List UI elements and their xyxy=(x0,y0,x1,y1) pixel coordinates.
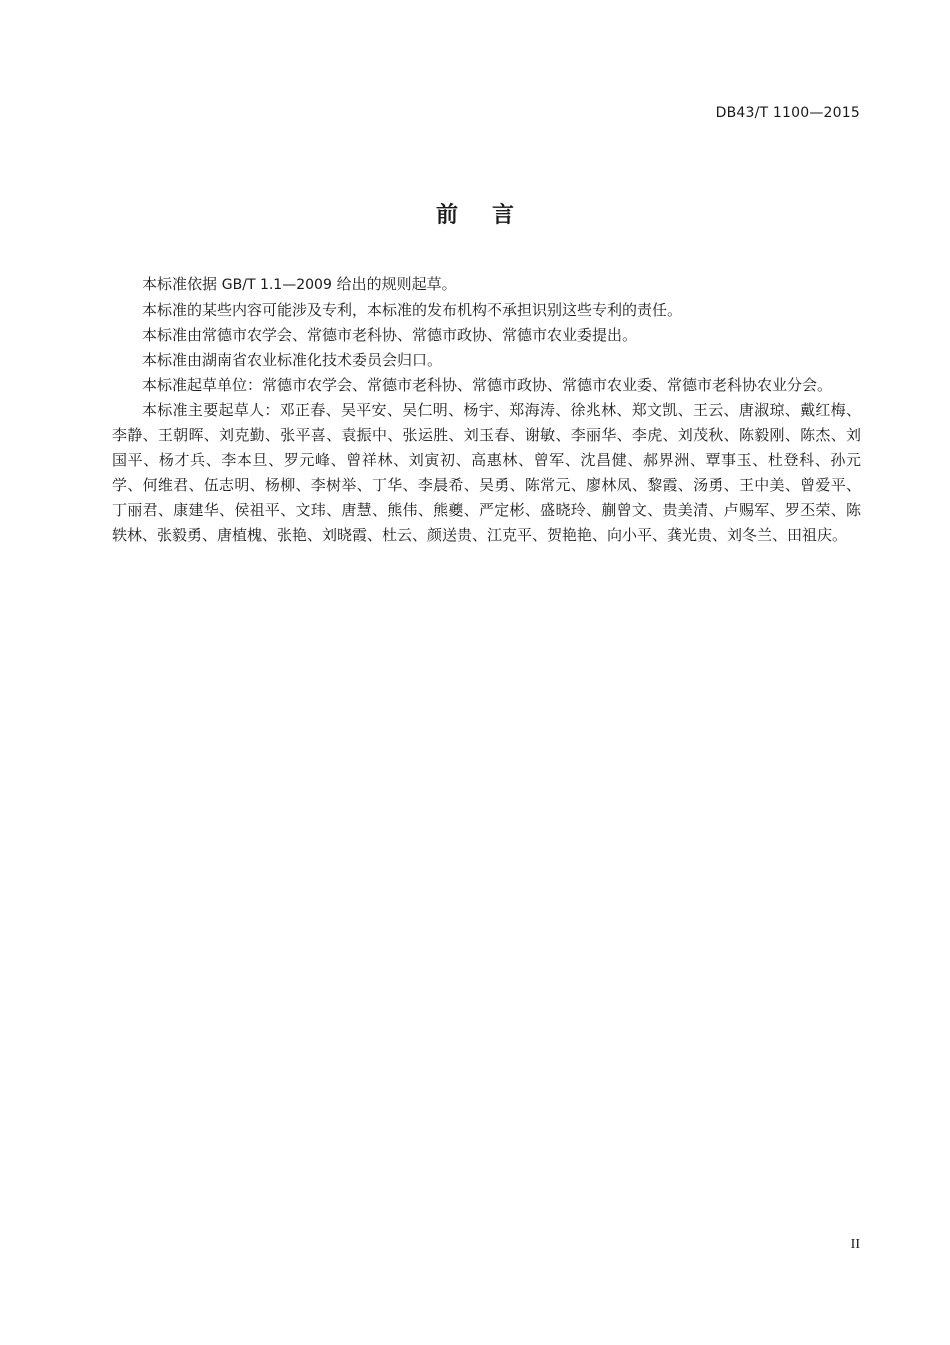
paragraph-drafting-rules-prefix: 本标准依据 xyxy=(142,275,222,293)
standard-reference: GB/T 1.1—2009 xyxy=(221,277,332,293)
paragraph-drafting-rules xyxy=(112,272,861,298)
paragraph-drafters: 本标准主要起草人：邓正春、吴平安、吴仁明、杨宇、郑海涛、徐兆林、郑文凯、王云、唐淑琼、戴红梅、李静、王朝晖、刘克勤、张平喜、袁振中、张运胜、刘玉春、谢敏、李丽华、李虎、刘茂秋、陈毅刚、陈杰、刘国平、杨才兵、李本旦、罗元峰、曾祥林、刘寅初、高惠林、曾军、沈昌健、郝界洲、覃事玉、杜登科、孙元学、何维君、伍志明、杨柳、李树举、丁华、李晨希、吴勇、陈常元、廖林凤、黎霞、汤勇、王中美、曾爱平、丁丽君、康建华、侯祖平、文玮、唐慧、熊伟、熊夔、严定彬、盛晓玲、蒯曾文、贵美清、卢赐军、罗丕荣、陈轶林、张毅勇、唐植槐、张艳、刘晓霞、杜云、颜送贵、江克平、贺艳艳、向小平、龚光贵、刘冬兰、田祖庆。 xyxy=(112,401,861,544)
page-title: 前言 xyxy=(435,203,548,228)
standard-code: DB43/T 1100—2015 xyxy=(715,105,860,121)
paragraph-drafting-rules-suffix: 给出的规则起草。 xyxy=(331,275,457,293)
foreword-body xyxy=(112,272,861,548)
paragraph-administrator: 本标准由湖南省农业标准化技术委员会归口。 xyxy=(142,351,443,369)
paragraph-drafting-units: 本标准起草单位：常德市农学会、常德市老科协、常德市政协、常德市农业委、常德市老科协农业分会。 xyxy=(142,376,833,394)
page-number: II xyxy=(850,1237,860,1252)
paragraph-proposers: 本标准由常德市农学会、常德市老科协、常德市政协、常德市农业委提出。 xyxy=(142,326,638,344)
paragraph-patent-notice: 本标准的某些内容可能涉及专利，本标准的发布机构不承担识别这些专利的责任。 xyxy=(142,301,683,319)
